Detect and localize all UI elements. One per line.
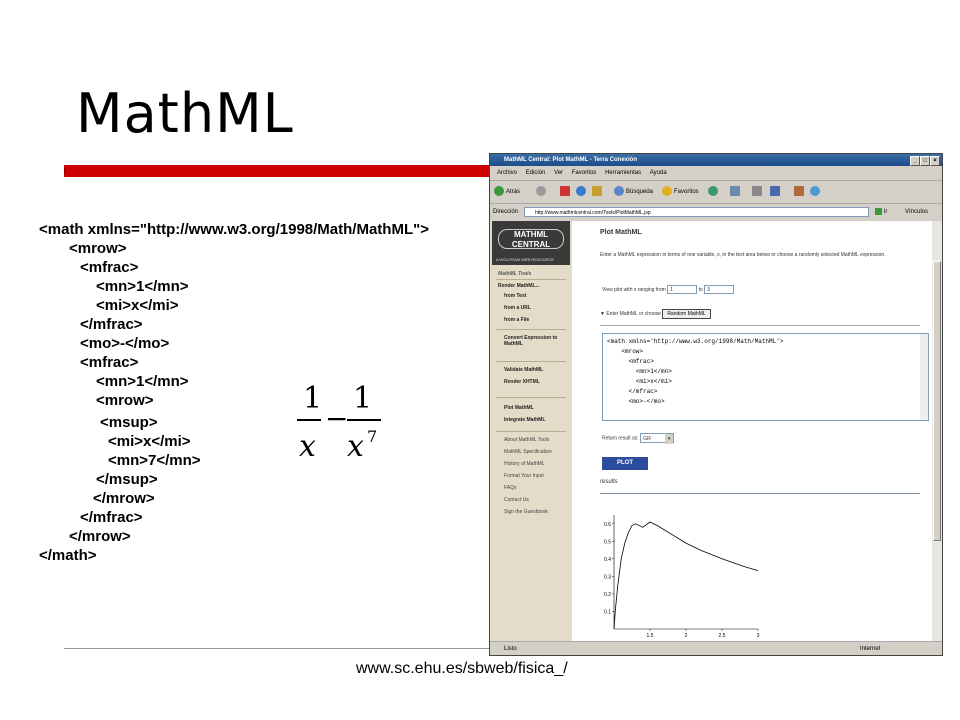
series-line	[614, 522, 758, 629]
logo-text: MATHML CENTRAL	[498, 229, 564, 249]
mail-icon	[730, 186, 740, 196]
address-input[interactable]: http://www.mathmlcentral.com/Tools/PlotMathML.jsp	[524, 207, 869, 217]
code-line: <mn>1</mn>	[96, 373, 189, 390]
sidebar-item-from-url[interactable]: from a URL	[504, 305, 531, 311]
search-button[interactable]: Búsqueda	[614, 185, 653, 199]
menu-archivo[interactable]: Archivo	[497, 170, 518, 176]
sidebar-item-from-text[interactable]: from Text	[504, 293, 527, 299]
formula-den2: x	[347, 429, 364, 464]
y-tick-label: 0.3	[604, 574, 611, 581]
status-bar	[490, 641, 942, 656]
code-line: </mfrac>	[80, 316, 143, 333]
edit-button[interactable]	[770, 185, 782, 199]
footer-divider	[64, 648, 490, 649]
range-label: View plot with x ranging from	[602, 286, 666, 293]
enter-label: Enter MathML or choose	[606, 311, 661, 317]
history-icon	[708, 186, 718, 196]
back-arrow-icon	[494, 186, 504, 196]
plot-button[interactable]: PLOT	[602, 457, 648, 470]
formula-num2: 1	[353, 381, 373, 416]
format-select[interactable]: GIF ▾	[640, 433, 674, 443]
code-line: <mfrac>	[80, 259, 139, 276]
textarea-line: <mn>1</mn>	[607, 368, 672, 375]
code-line: <mo>-</mo>	[80, 335, 170, 352]
forward-button[interactable]	[536, 185, 548, 199]
y-tick-label: 0.2	[604, 591, 611, 598]
x-tick-label: 1.5	[646, 633, 654, 639]
zone-text: Internet	[860, 646, 881, 652]
y-tick-label: 0.1	[604, 609, 611, 616]
code-line: <mi>x</mi>	[96, 297, 179, 314]
menu-favoritos[interactable]: Favoritos	[571, 170, 597, 176]
sidebar-item-format[interactable]: Format Your Input	[504, 473, 544, 479]
discuss-button[interactable]	[794, 185, 806, 199]
address-label: Dirección	[493, 209, 519, 215]
menu-ver[interactable]: Ver	[554, 170, 564, 176]
search-icon	[614, 186, 624, 196]
range-from-input[interactable]: 1	[667, 285, 697, 294]
sidebar-item-guestbook[interactable]: Sign the Guestbook	[504, 509, 548, 515]
browser-window	[489, 153, 943, 656]
rendered-formula	[291, 374, 388, 478]
mathml-textarea[interactable]	[602, 333, 929, 421]
sidebar-divider	[496, 361, 566, 362]
word-icon	[770, 186, 780, 196]
discuss-icon	[794, 186, 804, 196]
section-divider	[600, 325, 920, 326]
formula-den1: x	[299, 429, 316, 464]
y-tick-label: 0.5	[604, 539, 611, 546]
sidebar-divider	[496, 329, 566, 330]
sidebar-item-render-xhtml[interactable]: Render XHTML	[504, 379, 540, 385]
site-logo	[492, 221, 570, 265]
go-arrow-icon	[875, 208, 882, 215]
links-label[interactable]: Vínculos	[905, 209, 929, 215]
close-button[interactable]: ×	[930, 156, 940, 166]
stop-button[interactable]	[560, 185, 572, 199]
y-tick-label: 0.4	[604, 556, 611, 563]
code-line: <mn>7</mn>	[108, 452, 201, 469]
formula-exponent: 7	[367, 427, 378, 446]
textarea-line: <mfrac>	[607, 358, 654, 365]
address-bar	[490, 204, 942, 220]
page-viewport	[490, 221, 932, 641]
sidebar-divider	[496, 431, 566, 432]
browser-title: MathML Central: Plot MathML - Terra Conexión	[504, 157, 638, 163]
site-sidebar	[490, 221, 572, 641]
browser-toolbar	[490, 181, 942, 204]
code-line: </mrow>	[69, 528, 131, 545]
print-icon	[752, 186, 762, 196]
favorites-button[interactable]: Favoritos	[662, 185, 699, 199]
enter-row	[600, 309, 711, 319]
code-line: <math xmlns="http://www.w3.org/1998/Math/MathML">	[39, 221, 429, 238]
browser-menu-bar	[490, 166, 942, 181]
sidebar-item-spec[interactable]: MathML Specification	[504, 449, 552, 455]
results-divider	[600, 493, 920, 494]
sidebar-item-contact[interactable]: Contact Us	[504, 497, 529, 503]
return-row	[602, 433, 674, 443]
formula-num1: 1	[303, 381, 323, 416]
x-tick-label: 2.5	[718, 633, 726, 639]
sidebar-divider	[496, 279, 566, 280]
messenger-icon	[810, 186, 820, 196]
textarea-line: <mrow>	[607, 348, 644, 355]
mail-button[interactable]	[730, 185, 742, 199]
return-label: Return result as:	[602, 435, 639, 442]
range-row	[602, 285, 734, 294]
sidebar-header: MathML Tools	[498, 271, 532, 277]
range-to-label: to	[698, 286, 703, 293]
slide-title: MathML	[76, 82, 294, 145]
sidebar-item-plot[interactable]: Plot MathML	[504, 405, 534, 411]
home-icon	[592, 186, 602, 196]
stop-icon	[560, 186, 570, 196]
forward-arrow-icon	[536, 186, 546, 196]
x-tick-label: 3	[756, 633, 760, 639]
title-bar-accent	[64, 168, 66, 174]
home-button[interactable]	[592, 185, 604, 199]
random-mathml-button[interactable]: Random MathML	[662, 309, 710, 319]
sidebar-item-validate[interactable]: Validate MathML	[504, 367, 544, 373]
messenger-button[interactable]	[810, 185, 822, 199]
code-line: <msup>	[100, 414, 158, 431]
scrollbar-thumb[interactable]	[933, 261, 941, 541]
sidebar-divider	[496, 397, 566, 398]
history-button[interactable]	[708, 185, 720, 199]
textarea-line: <math xmlns='http://www.w3.org/1998/Math/MathML'>	[607, 338, 784, 345]
menu-ayuda[interactable]: Ayuda	[649, 170, 667, 176]
y-tick-label: 0.6	[604, 521, 611, 528]
code-line: <mi>x</mi>	[108, 433, 191, 450]
code-line: <mfrac>	[80, 354, 139, 371]
minimize-button[interactable]: _	[910, 156, 920, 166]
code-line: </msup>	[96, 471, 158, 488]
status-text: Listo	[504, 646, 517, 652]
sidebar-item-integrate[interactable]: Integrate MathML	[504, 417, 546, 423]
slide-footer-url: www.sc.ehu.es/sbweb/fisica_/	[356, 660, 568, 677]
code-line: <mrow>	[69, 240, 127, 257]
logo-subtitle: A WOLFRAM WEB RESOURCE	[496, 257, 555, 262]
range-to-input[interactable]: 3	[704, 285, 734, 294]
sidebar-render-head: Render MathML...	[498, 283, 540, 289]
code-line: <mn>1</mn>	[96, 278, 189, 295]
plot-chart	[600, 509, 770, 641]
sidebar-item-convert[interactable]: Convert Expression to MathML	[504, 335, 558, 347]
sidebar-item-history[interactable]: History of MathML	[504, 461, 545, 467]
sidebar-item-about[interactable]: About MathML Tools	[504, 437, 550, 443]
print-button[interactable]	[752, 185, 764, 199]
textarea-line: </mfrac>	[607, 388, 658, 395]
browser-title-bar	[490, 154, 942, 166]
title-underline-bar	[64, 165, 490, 177]
textarea-line: <mo>-</mo>	[607, 398, 665, 405]
intro-text: Enter a MathML expression in terms of one variable, x, in the text area below or choose a randomly selected MathML expression.	[600, 252, 886, 258]
textarea-scrollbar[interactable]	[920, 334, 928, 420]
code-line: </math>	[39, 547, 97, 564]
sidebar-item-faqs[interactable]: FAQs	[504, 485, 517, 491]
refresh-icon	[576, 186, 586, 196]
page-scrollbar[interactable]	[932, 221, 942, 641]
expand-arrow-icon[interactable]: ▼	[600, 311, 605, 317]
star-icon	[662, 186, 672, 196]
go-button[interactable]: Ir	[875, 204, 887, 220]
code-line: </mrow>	[93, 490, 155, 507]
maximize-button[interactable]: □	[920, 156, 930, 166]
code-line: <mrow>	[96, 392, 154, 409]
refresh-button[interactable]	[576, 185, 588, 199]
plot-svg	[600, 509, 770, 639]
menu-edicion[interactable]: Edición	[525, 170, 546, 176]
results-label: results	[600, 479, 618, 485]
x-tick-label: 2	[684, 633, 688, 639]
chevron-down-icon: ▾	[665, 434, 673, 444]
code-line: </mfrac>	[80, 509, 143, 526]
page-heading: Plot MathML	[600, 229, 642, 236]
sidebar-item-from-file[interactable]: from a File	[504, 317, 530, 323]
formula-minus: −	[325, 402, 349, 435]
menu-herramientas[interactable]: Herramientas	[605, 170, 642, 176]
textarea-line: <mi>x</mi>	[607, 378, 672, 385]
back-button[interactable]: Atrás	[494, 185, 520, 199]
